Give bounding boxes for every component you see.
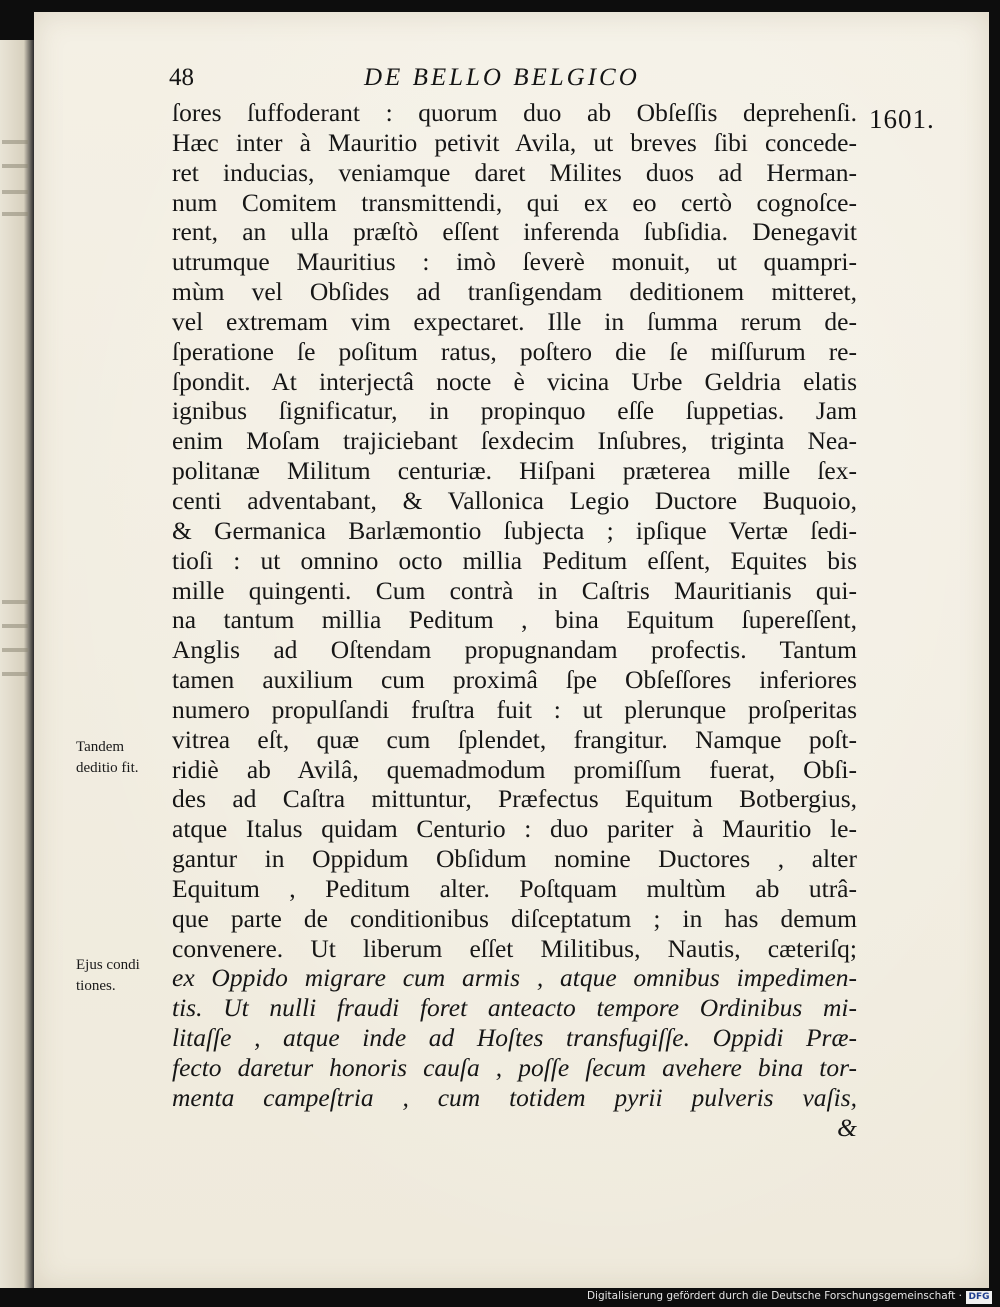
margin-note-line: deditio fit.: [76, 760, 139, 776]
text-line: ignibus ſignificatur, in propinquo eſſe ſuppetias. Jam: [172, 396, 857, 426]
text-line: fecto daretur honoris cauſa , poſſe ſecum avehere bina tor-: [172, 1053, 857, 1082]
text-line: Anglis ad Oſtendam propugnandam profectis. Tantum: [172, 635, 857, 665]
text-line: vel extremam vim expectaret. Ille in ſumma rerum de-: [172, 306, 857, 336]
text-line: & Germanica Barlæmontio ſubjecta ; ipſique Vertæ ſedi-: [172, 515, 857, 545]
page-header: [169, 64, 809, 98]
text-line: rent, an ulla præſtò eſſent inferenda ſubſidia. Denegavit: [172, 217, 857, 247]
previous-page-edge: [0, 40, 34, 1300]
text-line: vitrea eſt, quæ cum ſplendet, frangitur. Namque poſt-: [172, 724, 857, 754]
text-line: convenere. Ut liberum eſſet Militibus, Nautis, cæteriſq;: [172, 933, 857, 963]
text-line: ret inducias, veniamque daret Milites duos ad Herman-: [172, 157, 857, 187]
text-line: mille quingenti. Cum contrà in Caſtris Mauritianis qui-: [172, 575, 857, 605]
text-line: ſpondit. At interjectâ nocte è vicina Urbe Geldria elatis: [172, 366, 857, 396]
body-text: [172, 98, 857, 1143]
text-line: litaſſe , atque inde ad Hoſtes transfugiſſe. Oppidi Præ-: [172, 1023, 857, 1053]
text-line: Equitum , Peditum alter. Poſtquam multùm ab utrâ-: [172, 873, 857, 903]
running-head: DE BELLO BELGICO: [364, 64, 640, 91]
text-line: Hæc inter à Mauritio petivit Avila, ut breves ſibi concede-: [172, 127, 857, 157]
digitization-footer: [0, 1288, 1000, 1307]
text-line: ridiè ab Avilâ, quemadmodum promiſſum fuerat, Obſi-: [172, 754, 857, 784]
text-line: utrumque Mauritius : imò ſeverè monuit, ut quampri-: [172, 247, 857, 277]
text-line: enim Moſam trajiciebant ſexdecim Inſubres, triginta Nea-: [172, 426, 857, 456]
bleed-through-mark: [2, 140, 28, 144]
text-line: centi adventabant, & Vallonica Legio Ductore Buquoio,: [172, 485, 857, 515]
margin-note-line: Tandem: [76, 739, 125, 755]
text-line: na tantum millia Peditum , bina Equitum ſupereſſent,: [172, 605, 857, 635]
text-line: ſores ſuffoderant : quorum duo ab Obſeſſis deprehenſi.: [172, 98, 857, 127]
margin-note-line: tiones.: [76, 978, 116, 994]
bleed-through-mark: [2, 648, 28, 652]
text-line: que parte de conditionibus diſceptatum ; in has demum: [172, 903, 857, 933]
book-page: [34, 12, 989, 1288]
text-line: menta campeſtria , cum totidem pyrii pulveris vaſis,: [172, 1082, 857, 1112]
text-line: tamen auxilium cum proximâ ſpe Obſeſſores inferiores: [172, 665, 857, 695]
bleed-through-mark: [2, 672, 28, 676]
bleed-through-mark: [2, 212, 28, 216]
margin-year: 1601.: [869, 104, 935, 134]
dfg-logo: DFG: [966, 1291, 992, 1304]
catchword: &: [837, 1112, 857, 1142]
margin-note-deditio: [76, 737, 176, 779]
text-line: ex Oppido migrare cum armis , atque omnibus impedimen-: [172, 963, 857, 993]
bleed-through-mark: [2, 600, 28, 604]
bleed-through-mark: [2, 624, 28, 628]
text-line: politanæ Militum centuriæ. Hiſpani præterea mille ſex-: [172, 456, 857, 486]
page-number: 48: [169, 64, 194, 91]
text-line: des ad Caſtra mittuntur, Præfectus Equitum Botbergius,: [172, 784, 857, 814]
text-line: mùm vel Obſides ad tranſigendam deditionem mitteret,: [172, 277, 857, 307]
margin-note-line: Ejus condi: [76, 957, 140, 973]
margin-note-conditiones: [76, 955, 176, 997]
text-line: atque Italus quidam Centurio : duo pariter à Mauritio le-: [172, 814, 857, 844]
text-line: numero propulſandi fruſtra fuit : ut plerunque proſperitas: [172, 694, 857, 724]
text-line: tioſi : ut omnino octo millia Peditum eſſent, Equites bis: [172, 545, 857, 575]
bleed-through-mark: [2, 164, 28, 168]
text-line: ſperatione ſe poſitum ratus, poſtero die ſe miſſurum re-: [172, 336, 857, 366]
text-line: gantur in Oppidum Obſidum nomine Ductores , alter: [172, 844, 857, 874]
funding-credit: Digitalisierung gefördert durch die Deutsche Forschungsgemeinschaft ·: [586, 1290, 962, 1302]
bleed-through-mark: [2, 190, 28, 194]
text-line: num Comitem transmittendi, qui ex eo certò cognoſce-: [172, 187, 857, 217]
text-line: tis. Ut nulli fraudi foret anteacto tempore Ordinibus mi-: [172, 993, 857, 1023]
